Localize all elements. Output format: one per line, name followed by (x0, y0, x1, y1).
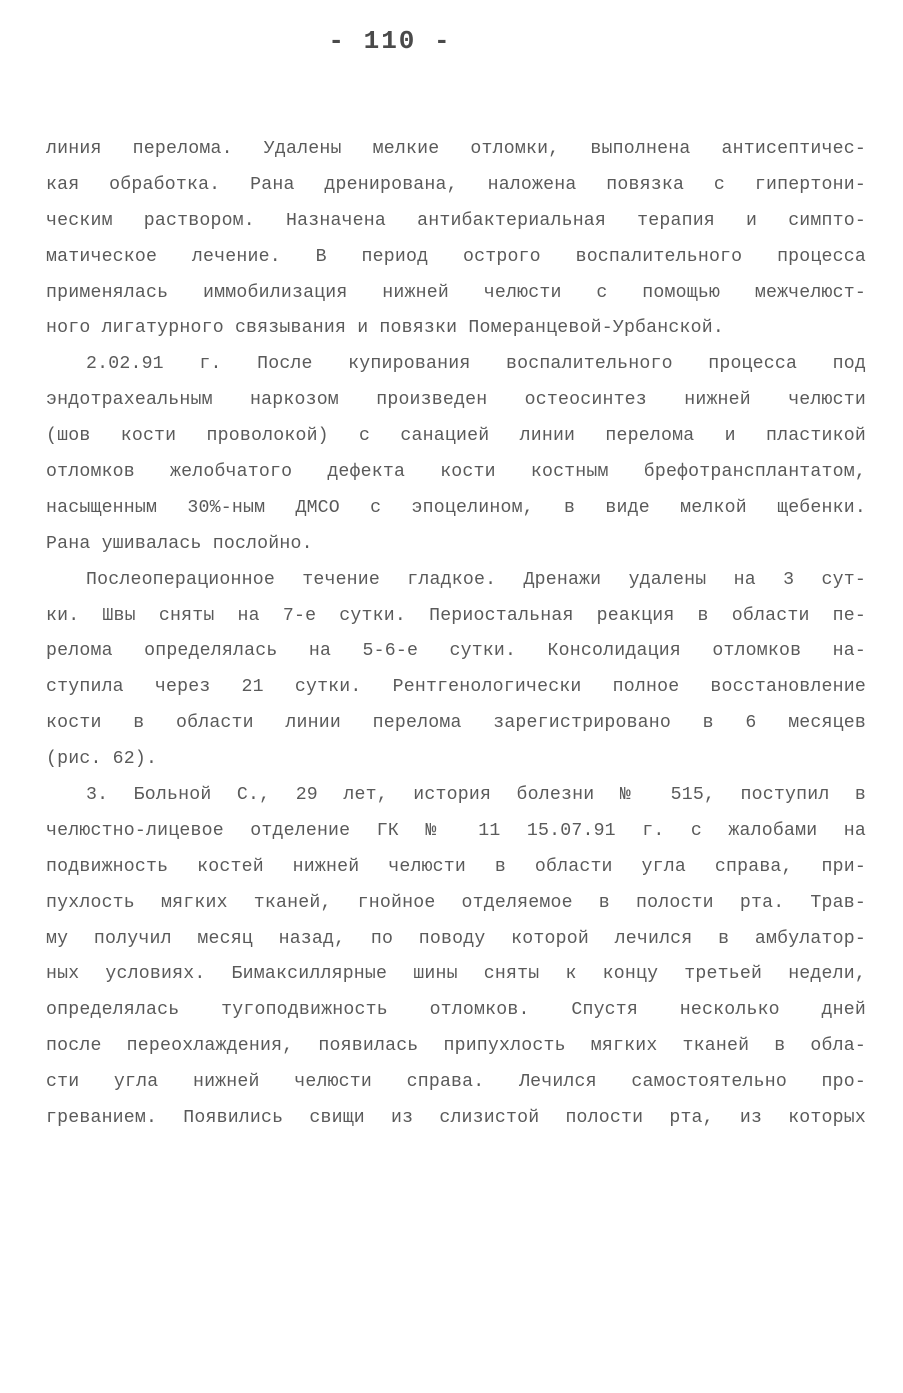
body-text (46, 132, 866, 1137)
text-line: эндотрахеальным наркозом произведен остеосинтез нижней челюсти (46, 390, 866, 411)
text-line: матическое лечение. В период острого воспалительного процесса (46, 246, 866, 267)
text-line: кая обработка. Рана дренирована, наложена повязка с гипертони- (46, 174, 866, 195)
text-line: релома определялась на 5-6-е сутки. Консолидация отломков на- (46, 641, 866, 662)
paragraph-start-line: Послеоперационное течение гладкое. Дренажи удалены на 3 сут- (86, 569, 866, 590)
paragraph-start-line: 2.02.91 г. После купирования воспалительного процесса под (86, 354, 866, 375)
text-line: (рис. 62). (46, 749, 158, 770)
text-line: му получил месяц назад, по поводу которой лечился в амбулатор- (46, 928, 866, 949)
text-line: ступила через 21 сутки. Рентгенологически полное восстановление (46, 677, 866, 698)
text-line: линия перелома. Удалены мелкие отломки, выполнена антисептичес- (46, 139, 866, 159)
text-line: отломков желобчатого дефекта кости костным брефотрансплантатом, (46, 462, 866, 483)
text-line: челюстно-лицевое отделение ГК № 11 15.07.91 г. с жалобами на (46, 820, 866, 841)
text-line: ки. Швы сняты на 7-е сутки. Периостальная реакция в области пе- (46, 605, 866, 626)
text-line: кости в области линии перелома зарегистрировано в 6 месяцев (46, 713, 866, 734)
text-line: определялась тугоподвижность отломков. Спустя несколько дней (46, 1000, 866, 1021)
text-line: Рана ушивалась послойно. (46, 533, 313, 554)
text-line: греванием. Появились свищи из слизистой полости рта, из которых (46, 1108, 866, 1129)
page-number: - 110 - (328, 26, 452, 56)
text-line: ных условиях. Бимаксиллярные шины сняты к концу третьей недели, (46, 964, 866, 985)
text-line: подвижность костей нижней челюсти в области угла справа, при- (46, 856, 866, 877)
text-line: после переохлаждения, появилась припухлость мягких тканей в обла- (46, 1036, 866, 1057)
text-line: сти угла нижней челюсти справа. Лечился самостоятельно про- (46, 1072, 866, 1093)
paragraph-start-line: 3. Больной С., 29 лет, история болезни № 515, поступил в (86, 785, 866, 806)
text-line: пухлость мягких тканей, гнойное отделяемое в полости рта. Трав- (46, 892, 866, 913)
text-line: ного лигатурного связывания и повязки Померанцевой-Урбанской. (46, 318, 724, 339)
text-line: ческим раствором. Назначена антибактериальная терапия и симпто- (46, 210, 866, 231)
text-line: (шов кости проволокой) с санацией линии перелома и пластикой (46, 426, 866, 447)
text-line: насыщенным 30%-ным ДМСО с эпоцелином, в виде мелкой щебенки. (46, 497, 866, 518)
text-line: применялась иммобилизация нижней челюсти с помощью межчелюст- (46, 282, 866, 303)
